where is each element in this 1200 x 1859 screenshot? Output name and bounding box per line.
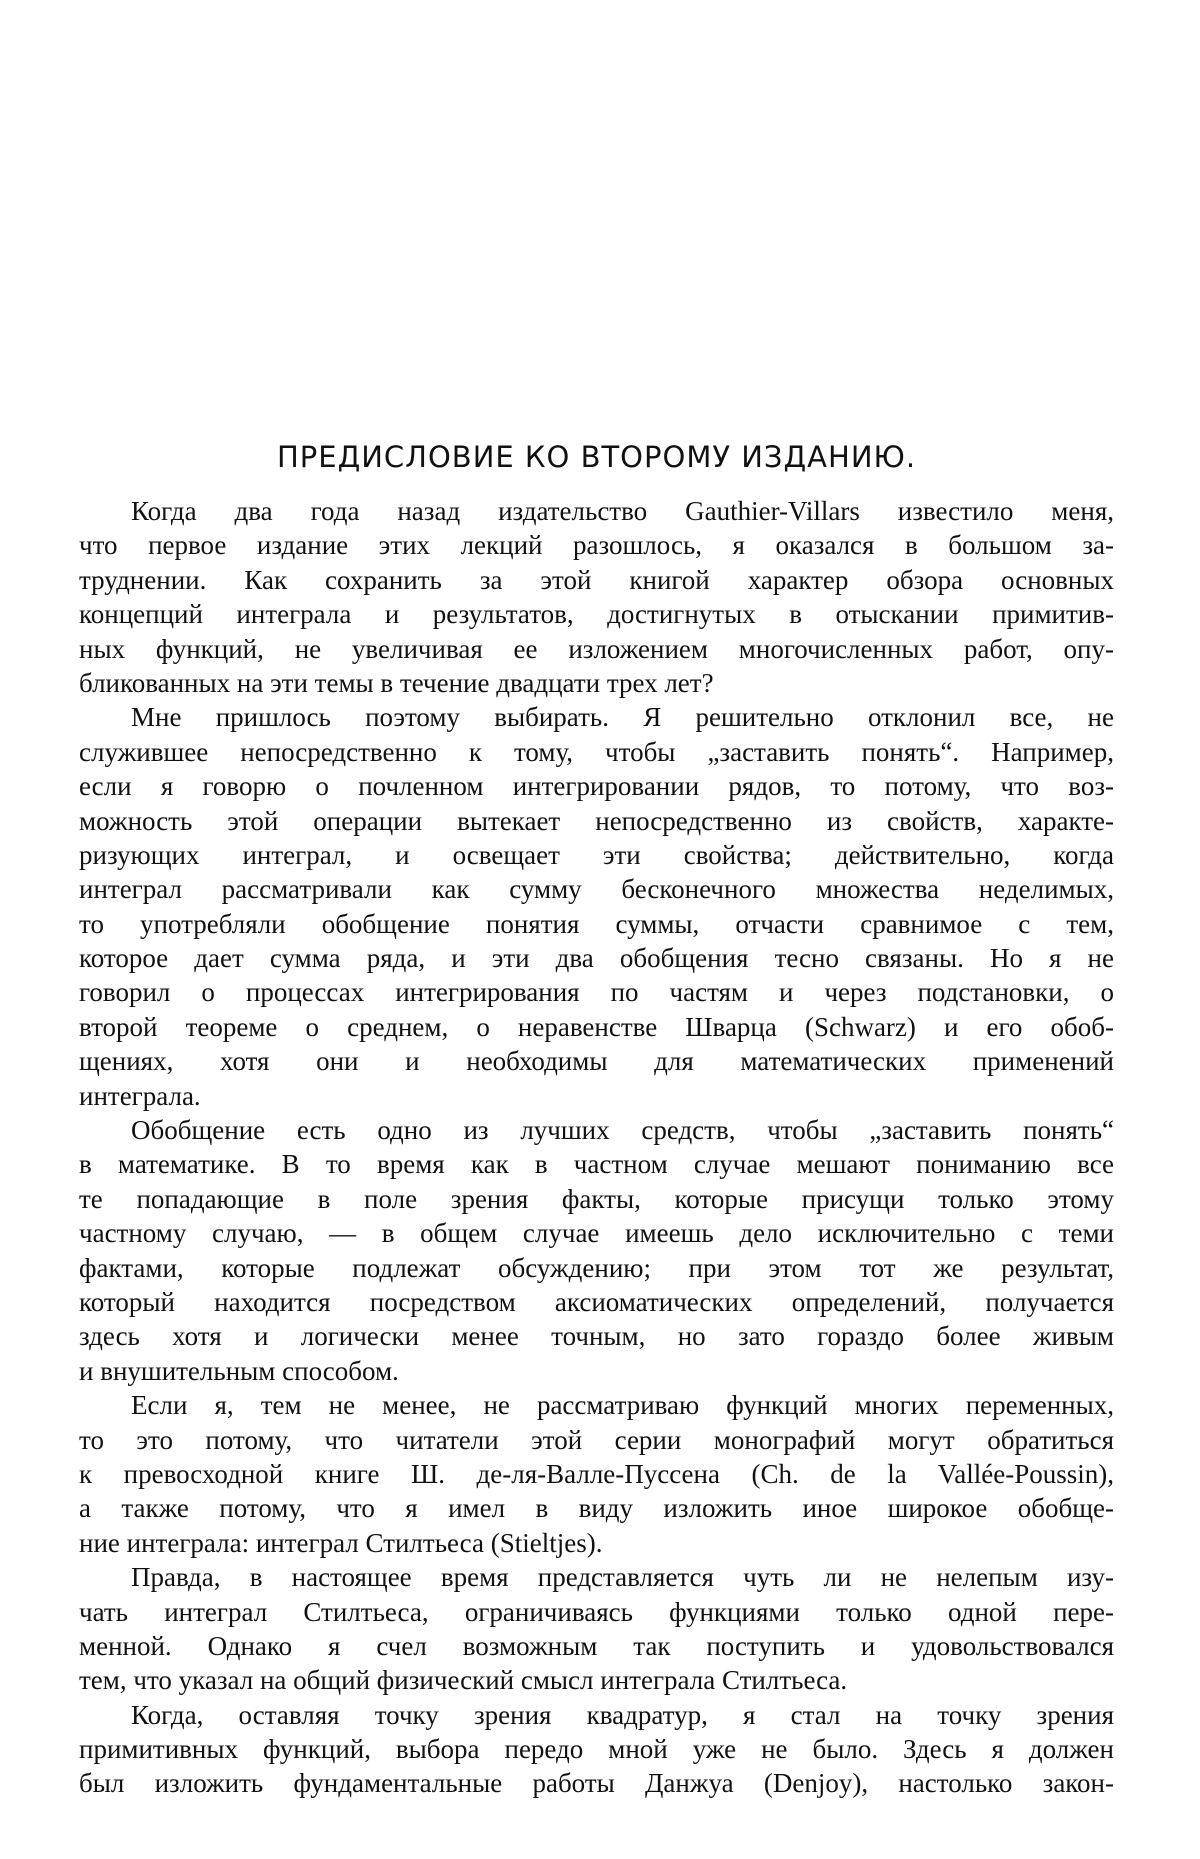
text-line: Когда два года назад издательство Gauthier-Villars известило меня, (131, 496, 1114, 526)
text-line: Если я, тем не менее, не рассматриваю функций многих переменных, (131, 1390, 1114, 1421)
paragraph-1 (79, 494, 1114, 700)
text-line: то это потому, что читатели этой серии монографий могут обратиться (79, 1424, 1114, 1455)
text-line: щениях, хотя они и необходимы для математических применений (79, 1046, 1114, 1077)
text-line: концепций интеграла и результатов, достигнутых в отыскании примитив- (79, 599, 1114, 630)
text-line: а также потому, что я имел в виду изложить иное широкое обобще- (79, 1493, 1114, 1524)
text-line: если я говорю о почленном интегрировании рядов, то потому, что воз- (79, 771, 1114, 802)
text-line: труднении. Как сохранить за этой книгой характер обзора основных (79, 564, 1114, 595)
text-line: Правда, в настоящее время представляется чуть ли не нелепым изу- (131, 1562, 1114, 1593)
text-line: говорил о процессах интегрирования по частям и через подстановки, о (79, 977, 1114, 1008)
paragraph-6 (79, 1698, 1114, 1801)
text-line: фактами, которые подлежат обсуждению; при этом тот же результат, (79, 1252, 1114, 1283)
text-line: то употребляли обобщение понятия суммы, отчасти сравнимое с тем, (79, 908, 1114, 939)
text-line: которое дает сумма ряда, и эти два обобщения тесно связаны. Но я не (79, 943, 1114, 974)
text-line: что первое издание этих лекций разошлось, я оказался в большом за- (79, 530, 1114, 561)
text-line: ных функций, не увеличивая ее изложением многочисленных работ, опу- (79, 633, 1114, 664)
text-line: служившее непосредственно к тому, чтобы „заставить понять“. Например, (79, 736, 1114, 767)
paragraph-5 (79, 1560, 1114, 1698)
text-line: можность этой операции вытекает непосредственно из свойств, характе- (79, 805, 1114, 836)
text-line: здесь хотя и логически менее точным, но зато гораздо более живым (79, 1321, 1114, 1352)
text-line: менной. Однако я счел возможным так поступить и удовольствовался (79, 1630, 1114, 1661)
paragraph-2 (79, 700, 1114, 1113)
body-text (79, 494, 1114, 1801)
text-line: был изложить фундаментальные работы Данжуа (Denjoy), настолько закон- (79, 1768, 1114, 1799)
text-line: ризующих интеграл, и освещает эти свойства; действительно, когда (79, 839, 1114, 870)
text-line: в математике. В то время как в частном случае мешают пониманию все (79, 1149, 1114, 1180)
text-line: Когда, оставляя точку зрения квадратур, я стал на точку зрения (131, 1699, 1114, 1730)
paragraph-3 (79, 1113, 1114, 1388)
text-line: ние интеграла: интеграл Стилтьеса (Stieltjes). (79, 1527, 603, 1558)
text-line: Мне пришлось поэтому выбирать. Я решительно отклонил все, не (131, 702, 1114, 733)
page-title: ПРЕДИСЛОВИЕ КО ВТОРОМУ ИЗДАНИЮ. (276, 440, 917, 474)
text-line: чать интеграл Стилтьеса, ограничиваясь функциями только одной пере- (79, 1596, 1114, 1627)
text-line: к превосходной книге Ш. де-ля-Валле-Пуссена (Ch. de la Vallée-Poussin), (79, 1458, 1114, 1489)
book-page (79, 0, 1114, 1859)
text-line: примитивных функций, выбора передо мной уже не было. Здесь я должен (79, 1734, 1114, 1765)
text-line: второй теореме о среднем, о неравенстве Шварца (Schwarz) и его обоб- (79, 1011, 1114, 1042)
text-line: частному случаю, — в общем случае имеешь дело исключительно с теми (79, 1218, 1114, 1249)
text-line: и внушительным способом. (79, 1355, 399, 1386)
text-line: тем, что указал на общий физический смысл интеграла Стилтьеса. (79, 1665, 848, 1696)
paragraph-4 (79, 1388, 1114, 1560)
text-line: интеграл рассматривали как сумму бесконечного множества неделимых, (79, 874, 1114, 905)
text-line: интеграла. (79, 1080, 201, 1111)
text-line: который находится посредством аксиоматических определений, получается (79, 1286, 1114, 1317)
text-line: бликованных на эти темы в течение двадцати трех лет? (79, 667, 714, 698)
text-line: Обобщение есть одно из лучших средств, чтобы „заставить понять“ (131, 1115, 1114, 1146)
text-line: те попадающие в поле зрения факты, которые присущи только этому (79, 1183, 1114, 1214)
